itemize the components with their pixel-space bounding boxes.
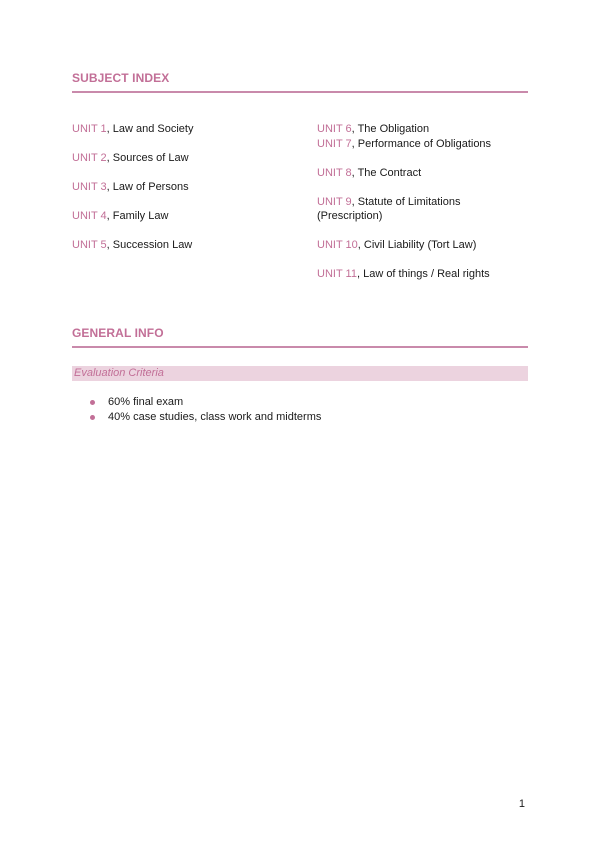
criteria-text: 40% case studies, class work and midterms xyxy=(108,410,322,423)
unit-label: UNIT 4 xyxy=(72,210,107,222)
unit-entry: UNIT 8, The Contract xyxy=(317,166,422,179)
unit-label: UNIT 11 xyxy=(317,268,357,280)
evaluation-criteria-label: Evaluation Criteria xyxy=(74,367,164,379)
general-info-heading: GENERAL INFO xyxy=(72,326,528,348)
unit-entry: UNIT 1, Law and Society xyxy=(72,123,194,135)
list-item xyxy=(90,395,321,410)
unit-entry: UNIT 5, Succession Law xyxy=(72,239,193,251)
unit-entry: UNIT 11, Law of things / Real rights xyxy=(317,268,490,280)
unit-entry: UNIT 9, Statute of Limitations (Prescription) xyxy=(317,195,461,222)
unit-entry: UNIT 2, Sources of Law xyxy=(72,152,189,164)
unit-name: The Contract xyxy=(357,166,422,179)
bullet-icon xyxy=(90,400,95,405)
unit-name: Civil Liability (Tort Law) xyxy=(363,239,477,251)
list-item xyxy=(90,410,321,425)
unit-entry: UNIT 4, Family Law xyxy=(72,210,169,222)
evaluation-criteria-bar xyxy=(72,366,528,381)
unit-entry: UNIT 10, Civil Liability (Tort Law) xyxy=(317,239,477,251)
unit-label: UNIT 1 xyxy=(72,123,107,135)
unit-name: Succession Law xyxy=(112,239,193,251)
units-left-column xyxy=(72,122,292,267)
criteria-text: 60% final exam xyxy=(108,396,184,408)
unit-label: UNIT 7 xyxy=(317,137,352,150)
criteria-list xyxy=(90,395,321,424)
unit-name: Law of things / Real rights xyxy=(363,268,490,280)
unit-label: UNIT 8 xyxy=(317,166,352,179)
unit-entry: UNIT 3, Law of Persons xyxy=(72,181,189,193)
subject-index-heading: SUBJECT INDEX xyxy=(72,71,528,93)
unit-label: UNIT 3 xyxy=(72,181,107,193)
bullet-icon xyxy=(90,415,95,420)
unit-name: Law of Persons xyxy=(112,181,189,193)
units-right-column xyxy=(317,122,532,282)
unit-label: UNIT 9 xyxy=(317,195,352,208)
unit-entry: UNIT 7, Performance of Obligations xyxy=(317,137,492,150)
unit-name: Law and Society xyxy=(112,123,194,135)
unit-label: UNIT 5 xyxy=(72,239,107,251)
unit-label: UNIT 6 xyxy=(317,123,352,135)
unit-name: The Obligation xyxy=(357,123,430,135)
page-number: 1 xyxy=(518,798,525,810)
unit-label: UNIT 2 xyxy=(72,152,107,164)
unit-name: Family Law xyxy=(112,210,169,222)
unit-label: UNIT 10 xyxy=(317,239,358,251)
unit-entry: UNIT 6, The Obligation xyxy=(317,123,430,135)
unit-name: Sources of Law xyxy=(112,152,189,164)
unit-name: Statute of Limitations (Prescription) xyxy=(317,195,461,222)
unit-name: Performance of Obligations xyxy=(357,137,492,150)
